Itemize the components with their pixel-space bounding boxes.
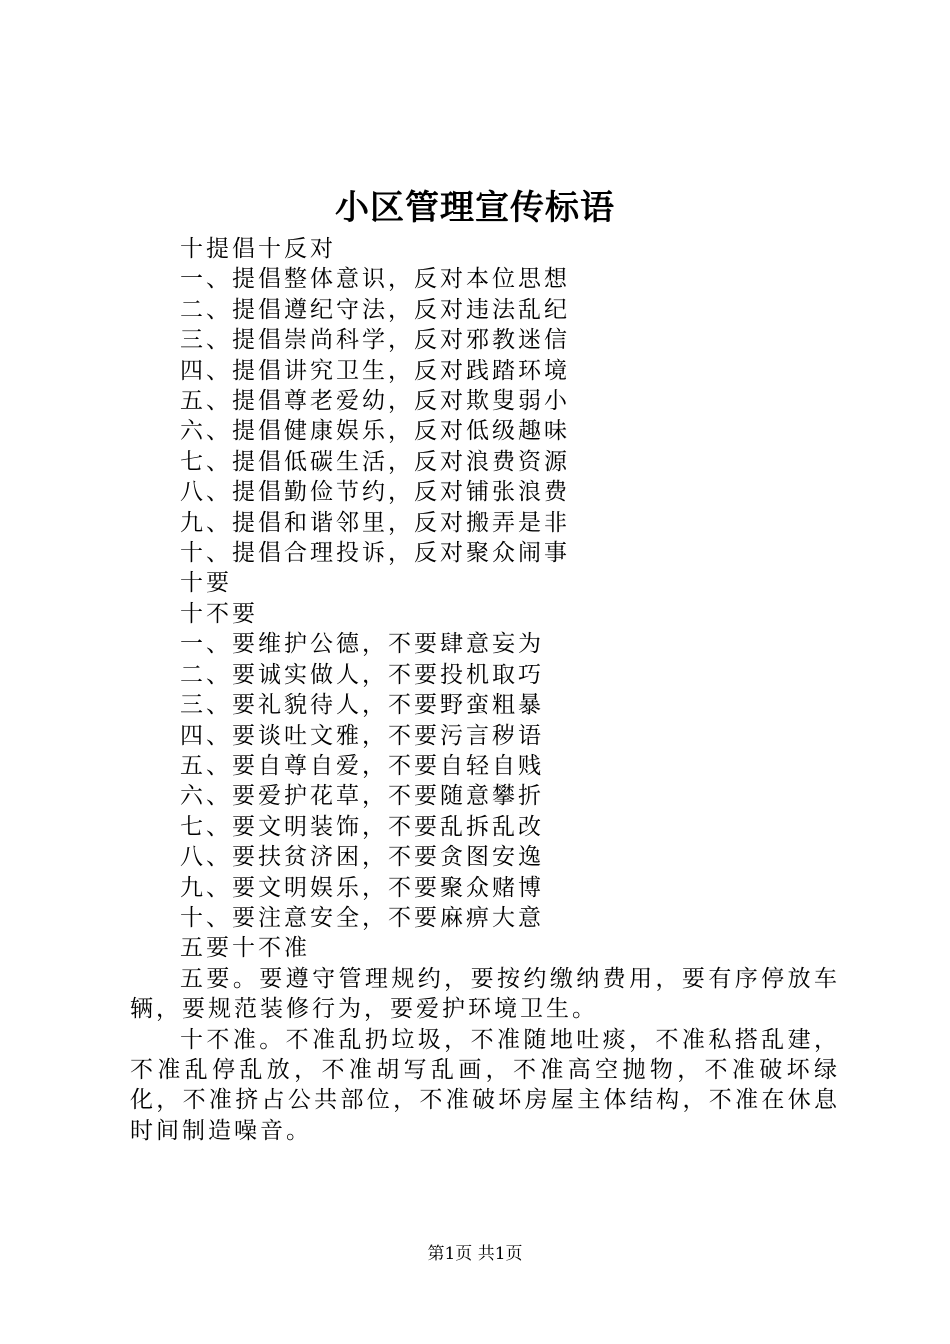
text-line: 三、提倡崇尚科学，反对邪教迷信 (180, 327, 570, 354)
text-line: 十、提倡合理投诉，反对聚众闹事 (180, 540, 570, 567)
text-line: 十不要 (180, 600, 258, 627)
text-line: 十、要注意安全，不要麻痹大意 (180, 904, 544, 931)
text-line: 二、提倡遵纪守法，反对违法乱纪 (180, 296, 570, 323)
text-line: 六、要爱护花草，不要随意攀折 (180, 783, 544, 810)
paragraph-five-musts: 五要。要遵守管理规约，要按约缴纳费用，要有序停放车辆，要规范装修行为，要爱护环境卫生。 (130, 965, 840, 1023)
text-line: 一、要维护公德，不要肆意妄为 (180, 631, 544, 658)
text-line: 六、提倡健康娱乐，反对低级趣味 (180, 418, 570, 445)
text-line: 一、提倡整体意识，反对本位思想 (180, 266, 570, 293)
text-line: 十提倡十反对 (180, 236, 336, 262)
text-line: 九、提倡和谐邻里，反对搬弄是非 (180, 509, 570, 536)
text-line: 三、要礼貌待人，不要野蛮粗暴 (180, 692, 544, 719)
text-line: 四、提倡讲究卫生，反对践踏环境 (180, 357, 570, 384)
text-line: 四、要谈吐文雅，不要污言秽语 (180, 722, 544, 749)
text-line: 七、提倡低碳生活，反对浪费资源 (180, 448, 570, 475)
text-line: 九、要文明娱乐，不要聚众赌博 (180, 874, 544, 901)
text-line: 八、提倡勤俭节约，反对铺张浪费 (180, 479, 570, 506)
document-body (130, 234, 840, 1146)
document-title: 小区管理宣传标语 (335, 188, 615, 228)
text-line: 五要十不准 (180, 935, 310, 962)
paragraph-ten-prohibitions: 十不准。不准乱扔垃圾，不准随地吐痰，不准私搭乱建，不准乱停乱放，不准胡写乱画，不准高空抛物，不准破坏绿化，不准挤占公共部位，不准破坏房屋主体结构，不准在休息时间制造噪音。 (130, 1026, 840, 1144)
text-line: 七、要文明装饰，不要乱拆乱改 (180, 813, 544, 840)
text-line: 五、提倡尊老爱幼，反对欺叟弱小 (180, 388, 570, 415)
text-line: 二、要诚实做人，不要投机取巧 (180, 661, 544, 688)
text-line: 十要 (180, 570, 232, 597)
page-number-footer: 第1页 共1页 (427, 1244, 523, 1264)
text-line: 八、要扶贫济困，不要贪图安逸 (180, 844, 544, 871)
text-line: 五、要自尊自爱，不要自轻自贱 (180, 752, 544, 779)
